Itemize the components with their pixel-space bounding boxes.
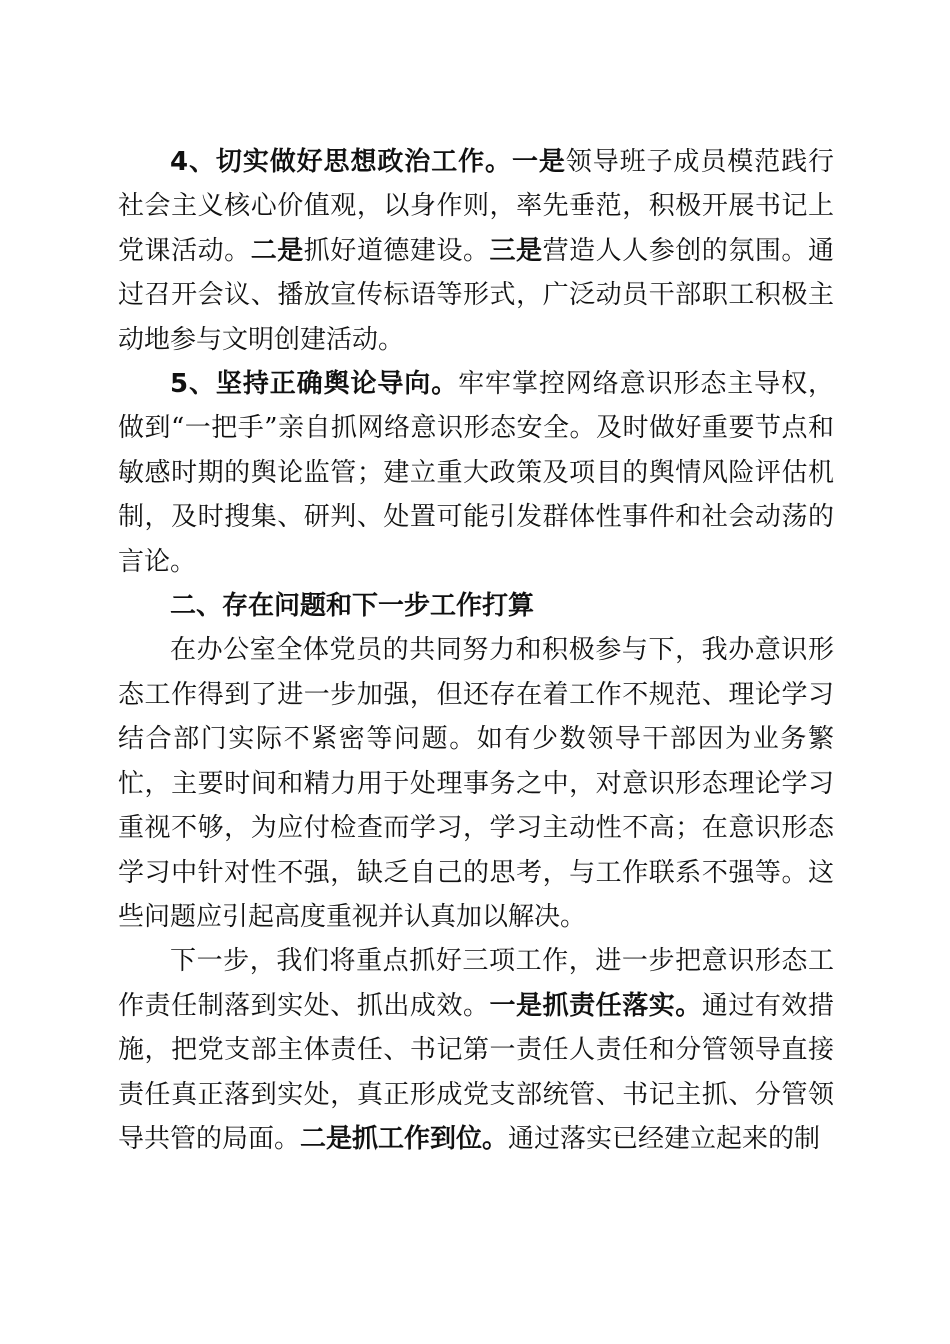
point-marker-3: 三是	[489, 235, 543, 266]
point-marker-1: 一是	[511, 147, 566, 177]
item-heading-5: 5、坚持正确舆论导向。	[170, 369, 459, 400]
text-span: 在办公室全体党员的共同努力和积极参与下，我办意识形态工作得到了进一步加强，但还存在着工作不规范、理论学习结合部门实际不紧密等问题。如有少数领导干部因为业务繁忙，主要时间和精力用于处理事务之中，对意识形态理论学习重视不够，为应付检查而学习，学习主动性不高；在意识形态学习中针对性不强，缺乏自己的思考，与工作联系不强等。这些问题应引起高度重视并认真加以解决。	[118, 635, 834, 932]
text-span: 领导班子成员模范践行社会主义核心价值观，以身作则，率先垂范，积极开展书记上党课活动。	[118, 147, 834, 266]
item-heading-4: 4、切实做好思想政治工作。	[170, 147, 512, 177]
text-span: 抓好道德建设。	[303, 235, 490, 266]
point-marker-responsibility: 一是抓责任落实。	[489, 990, 702, 1021]
paragraph-next-steps	[118, 939, 834, 1161]
text-span: 牢牢掌控网络意识形态主导权，做到“一把手”亲自抓网络意识形态安全。及时做好重要节点和敏感时期的舆论监管；建立重大政策及项目的舆情风险评估机制，及时搜集、研判、处置可能引发群体性事件和社会动荡的言论。	[118, 369, 834, 577]
paragraph-ideological-work	[118, 140, 834, 362]
text-span: 营造人人参创的氛围。通过召开会议、播放宣传标语等形式，广泛动员干部职工积极主动地参与文明创建活动。	[118, 235, 834, 355]
text-span: 通过落实已经建立起来的制	[508, 1123, 821, 1154]
point-marker-work: 二是抓工作到位。	[300, 1123, 509, 1154]
paragraph-public-opinion	[118, 362, 834, 584]
text-span: 通过有效措施，把党支部主体责任、书记第一责任人责任和分管领导直接责任真正落到实处，真正形成党支部统管、书记主抓、分管领导共管的局面。	[118, 990, 834, 1154]
point-marker-2: 二是	[250, 235, 304, 266]
document-body	[118, 140, 834, 1161]
text-span: 下一步，我们将重点抓好三项工作，进一步把意识形态工作责任制落到实处、抓出成效。	[118, 946, 834, 1021]
paragraph-problems	[118, 628, 834, 939]
section-heading-text: 二、存在问题和下一步工作打算	[170, 591, 535, 622]
section-heading	[118, 584, 834, 628]
